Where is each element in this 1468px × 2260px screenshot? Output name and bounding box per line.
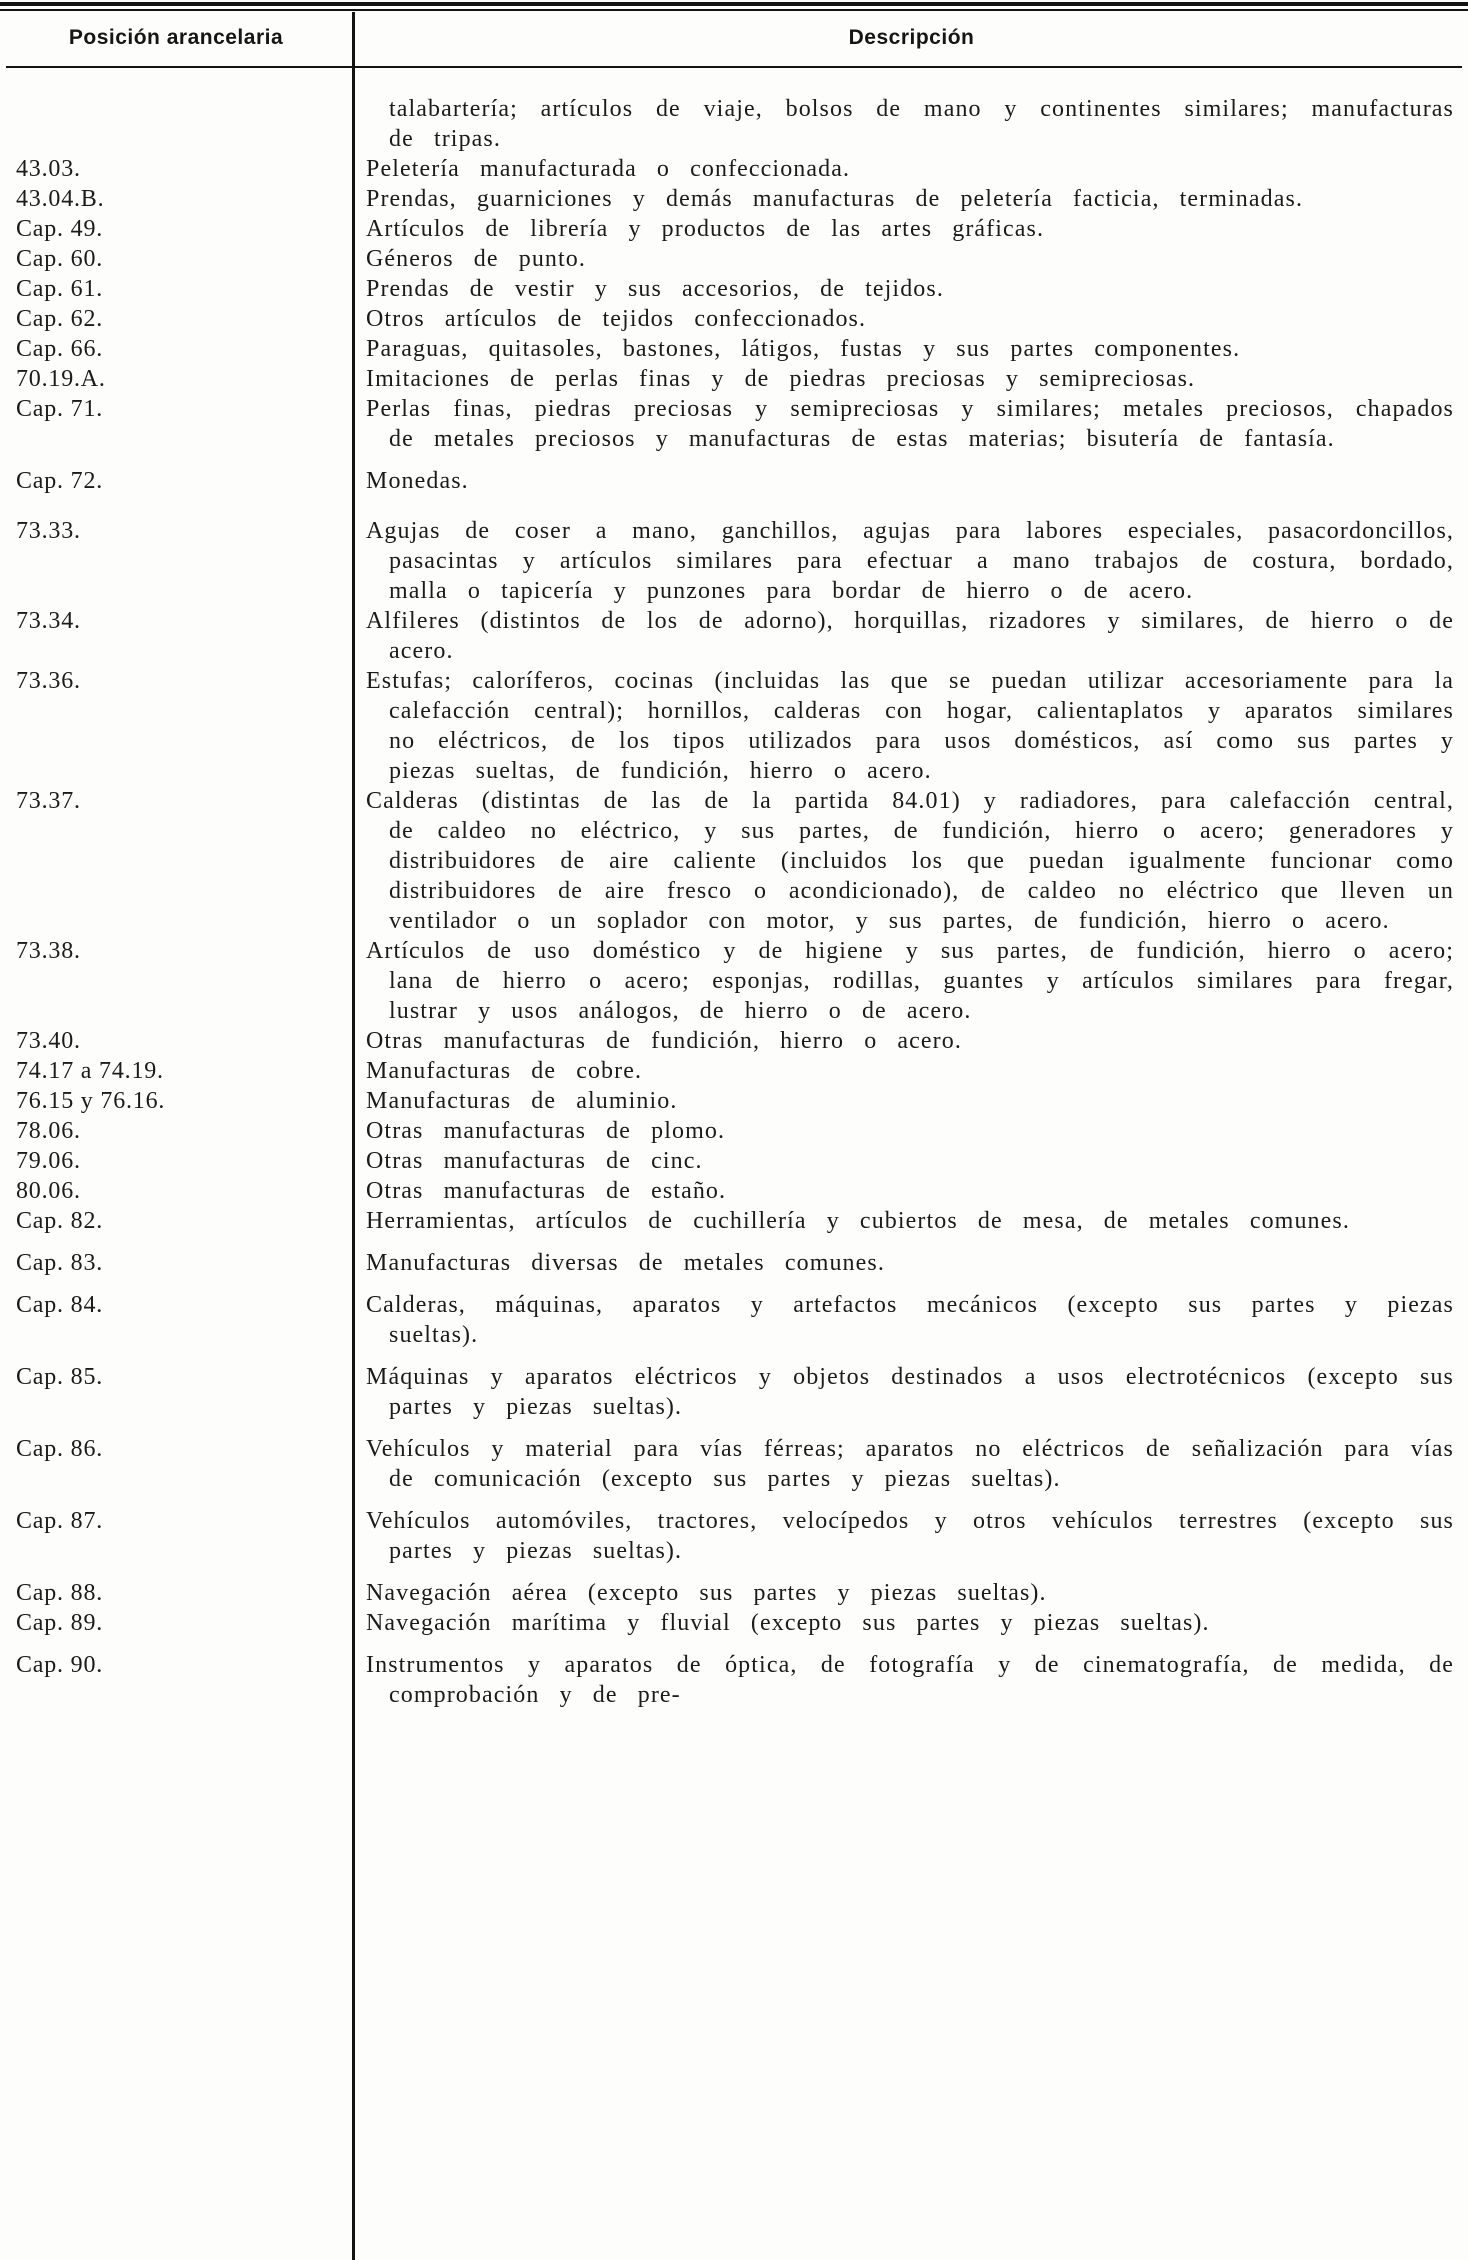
- description-text: Monedas.: [366, 468, 469, 494]
- description-text: Agujas de coser a mano, ganchillos, agujas para labores especiales, pasacordoncillos, pasacintas y artículos similares para efectuar a mano trabajos de costura, bordado, malla o tapicería y punzones para bordar de hierro o de acero.: [366, 518, 1454, 604]
- description-text: Imitaciones de perlas finas y de piedras preciosas y semipreciosas.: [366, 366, 1196, 392]
- description-text: Artículos de uso doméstico y de higiene y sus partes, de fundición, hierro o acero; lana de hierro o acero; esponjas, rodillas, guantes y artículos similares para fregar, lustrar y usos análogos, de hierro o de acero.: [366, 938, 1454, 1024]
- position-code: Cap. 62.: [16, 306, 104, 332]
- position-code: 78.06.: [16, 1118, 81, 1144]
- table-row: [0, 1056, 1468, 1086]
- position-code: Cap. 71.: [16, 396, 104, 422]
- position-code: Cap. 83.: [16, 1250, 104, 1276]
- table-row: [0, 334, 1468, 364]
- table-row: [0, 1650, 1468, 1710]
- position-code: Cap. 88.: [16, 1580, 104, 1606]
- description-text: Géneros de punto.: [366, 246, 586, 272]
- position-code: Cap. 86.: [16, 1436, 104, 1462]
- table-row: [0, 94, 1468, 154]
- table-row: [0, 1248, 1468, 1278]
- description-text: Paraguas, quitasoles, bastones, látigos, fustas y sus partes componentes.: [366, 336, 1241, 362]
- position-code: 43.04.B.: [16, 186, 105, 212]
- position-code: Cap. 61.: [16, 276, 104, 302]
- position-code: Cap. 89.: [16, 1610, 104, 1636]
- column-header-posicion-arancelaria: Posición arancelaria: [68, 26, 284, 49]
- position-code: 73.40.: [16, 1028, 81, 1054]
- position-code: 73.33.: [16, 518, 81, 544]
- table-row: [0, 466, 1468, 496]
- position-code: 76.15 y 76.16.: [16, 1088, 166, 1114]
- position-code: Cap. 84.: [16, 1292, 104, 1318]
- table-row: [0, 666, 1468, 786]
- description-text: talabartería; artículos de viaje, bolsos de mano y continentes similares; manufacturas de tripas.: [389, 96, 1454, 152]
- description-text: Navegación aérea (excepto sus partes y piezas sueltas).: [366, 1580, 1047, 1606]
- table-row: [0, 1146, 1468, 1176]
- table-header: [0, 26, 1468, 62]
- table-row: [0, 1506, 1468, 1566]
- description-text: Calderas (distintas de las de la partida 84.01) y radiadores, para calefacción central, de caldeo no eléctrico, y sus partes, de fundición, hierro o acero; generadores y distribuidores de aire caliente (incluidos los que puedan igualmente funcionar como distribuidores de aire fresco o acondicionado), de caldeo no eléctrico que lleven un ventilador o un soplador con motor, y sus partes, de fundición, hierro o acero.: [366, 788, 1454, 934]
- table-row: [0, 274, 1468, 304]
- table-row: [0, 936, 1468, 1026]
- table-row: [0, 1086, 1468, 1116]
- position-code: Cap. 85.: [16, 1364, 104, 1390]
- description-text: Vehículos automóviles, tractores, velocípedos y otros vehículos terrestres (excepto sus partes y piezas sueltas).: [366, 1508, 1454, 1564]
- table-row: [0, 1362, 1468, 1422]
- header-underline-rule: [6, 66, 1462, 68]
- position-code: Cap. 49.: [16, 216, 104, 242]
- position-code: 73.36.: [16, 668, 81, 694]
- table-row: [0, 1116, 1468, 1146]
- table-row: [0, 1608, 1468, 1638]
- description-text: Manufacturas de aluminio.: [366, 1088, 678, 1114]
- description-text: Otras manufacturas de cinc.: [366, 1148, 703, 1174]
- position-code: 79.06.: [16, 1148, 81, 1174]
- description-text: Navegación marítima y fluvial (excepto sus partes y piezas sueltas).: [366, 1610, 1210, 1636]
- position-code: 73.34.: [16, 608, 81, 634]
- position-code: [0, 94, 352, 154]
- description-text: Instrumentos y aparatos de óptica, de fotografía y de cinematografía, de medida, de comprobación y de pre-: [366, 1652, 1454, 1708]
- description-text: Máquinas y aparatos eléctricos y objetos destinados a usos electrotécnicos (excepto sus partes y piezas sueltas).: [366, 1364, 1454, 1420]
- table-row: [0, 786, 1468, 936]
- description-text: Otras manufacturas de estaño.: [366, 1178, 727, 1204]
- position-code: Cap. 66.: [16, 336, 104, 362]
- position-code: 43.03.: [16, 156, 81, 182]
- table-row: [0, 184, 1468, 214]
- description-text: Alfileres (distintos de los de adorno), horquillas, rizadores y similares, de hierro o de acero.: [366, 608, 1454, 664]
- table-row: [0, 394, 1468, 454]
- description-text: Peletería manufacturada o confeccionada.: [366, 156, 851, 182]
- table-row: [0, 214, 1468, 244]
- table-row: [0, 516, 1468, 606]
- table-row: [0, 1176, 1468, 1206]
- table-row: [0, 1578, 1468, 1608]
- description-text: Calderas, máquinas, aparatos y artefactos mecánicos (excepto sus partes y piezas sueltas).: [366, 1292, 1454, 1348]
- description-text: Otras manufacturas de fundición, hierro o acero.: [366, 1028, 962, 1054]
- description-text: Vehículos y material para vías férreas; aparatos no eléctricos de señalización para vías de comunicación (excepto sus partes y piezas sueltas).: [366, 1436, 1454, 1492]
- position-code: Cap. 82.: [16, 1208, 104, 1234]
- description-text: Artículos de librería y productos de las artes gráficas.: [366, 216, 1045, 242]
- top-double-rule: [0, 2, 1468, 11]
- table-row: [0, 1206, 1468, 1236]
- description-text: Estufas; caloríferos, cocinas (incluidas las que se puedan utilizar accesoriamente para la calefacción central); hornillos, calderas con hogar, calientaplatos y aparatos similares no eléctricos, de los tipos utilizados para usos domésticos, así como sus partes y piezas sueltas, de fundición, hierro o acero.: [366, 668, 1454, 784]
- position-code: 73.38.: [16, 938, 81, 964]
- description-text: Otras manufacturas de plomo.: [366, 1118, 726, 1144]
- position-code: 70.19.A.: [16, 366, 106, 392]
- position-code: Cap. 60.: [16, 246, 104, 272]
- table-row: [0, 1434, 1468, 1494]
- position-code: 74.17 a 74.19.: [16, 1058, 164, 1084]
- table-row: [0, 1290, 1468, 1350]
- position-code: Cap. 72.: [16, 468, 104, 494]
- description-text: Herramientas, artículos de cuchillería y cubiertos de mesa, de metales comunes.: [366, 1208, 1350, 1234]
- description-text: Manufacturas diversas de metales comunes.: [366, 1250, 885, 1276]
- table-row: [0, 244, 1468, 274]
- description-text: Perlas finas, piedras preciosas y semipreciosas y similares; metales preciosos, chapados de metales preciosos y manufacturas de estas materias; bisutería de fantasía.: [366, 396, 1454, 452]
- table-body: [0, 94, 1468, 1710]
- description-text: Prendas de vestir y sus accesorios, de tejidos.: [366, 276, 944, 302]
- position-code: 73.37.: [16, 788, 81, 814]
- table-row: [0, 1026, 1468, 1056]
- position-code: Cap. 87.: [16, 1508, 104, 1534]
- position-code: Cap. 90.: [16, 1652, 104, 1678]
- table-row: [0, 154, 1468, 184]
- table-row: [0, 364, 1468, 394]
- description-text: Prendas, guarniciones y demás manufacturas de peletería facticia, terminadas.: [366, 186, 1304, 212]
- table-row: [0, 606, 1468, 666]
- position-code: 80.06.: [16, 1178, 81, 1204]
- description-text: Otros artículos de tejidos confeccionados.: [366, 306, 867, 332]
- column-header-descripcion: Descripción: [848, 26, 975, 49]
- description-text: Manufacturas de cobre.: [366, 1058, 643, 1084]
- table-row: [0, 304, 1468, 334]
